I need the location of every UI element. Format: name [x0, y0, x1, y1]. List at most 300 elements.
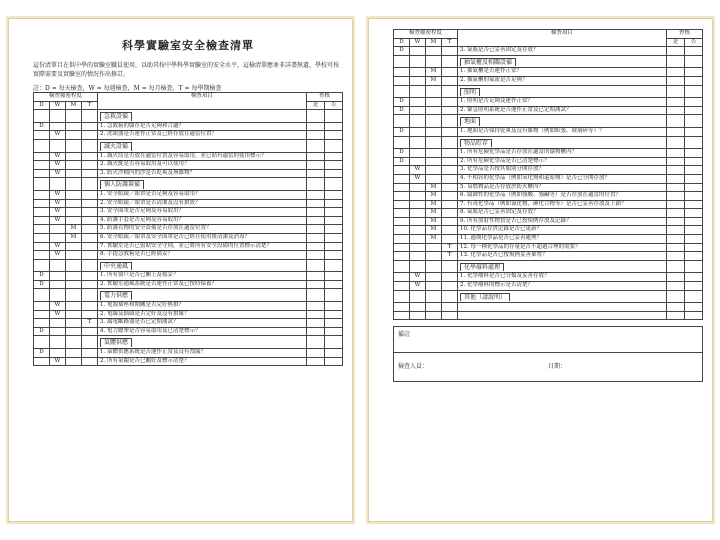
yes-checkbox-cell [666, 209, 684, 218]
section-title-cell [458, 136, 667, 149]
yes-checkbox-cell [306, 190, 324, 199]
freq-cell [410, 136, 426, 149]
freq-cell: M [426, 235, 442, 244]
freq-cell [426, 260, 442, 273]
checklist-row [34, 357, 343, 366]
freq-cell [66, 302, 82, 311]
freq-cell [394, 273, 410, 282]
no-checkbox-cell [684, 273, 702, 282]
freq-cell [82, 259, 98, 272]
freq-cell: W [50, 131, 66, 140]
freq-cell [34, 178, 50, 191]
freq-cell: M [426, 183, 442, 192]
section-title: 地面 [460, 117, 480, 126]
freq-cell [34, 152, 50, 161]
freq-cell [66, 280, 82, 289]
freq-cell [66, 131, 82, 140]
freq-cell: W [50, 310, 66, 319]
freq-cell: D [34, 272, 50, 281]
freq-cell [82, 302, 98, 311]
checklist-row [34, 272, 343, 281]
freq-cell [34, 336, 50, 349]
freq-cell [442, 47, 458, 56]
table-header-row [34, 93, 343, 102]
freq-cell [410, 243, 426, 252]
checklist-row [394, 311, 703, 320]
yes-checkbox-cell [666, 76, 684, 85]
no-checkbox-cell [324, 169, 342, 178]
section-header-row [394, 290, 703, 303]
checklist-row [34, 280, 343, 289]
freq-cell [442, 260, 458, 273]
freq-cell: W [50, 169, 66, 178]
freq-cell [410, 183, 426, 192]
yes-checkbox-cell [306, 199, 324, 208]
freq-cell [82, 139, 98, 152]
yes-checkbox-cell [306, 216, 324, 225]
freq-cell [34, 251, 50, 260]
item-cell [458, 311, 667, 320]
freq-cell [410, 200, 426, 209]
freq-cell [66, 310, 82, 319]
freq-cell [34, 319, 50, 328]
freq-cell [34, 216, 50, 225]
freq-cell: T [442, 252, 458, 261]
freq-cell [82, 280, 98, 289]
freq-cell [410, 235, 426, 244]
freq-cell [82, 131, 98, 140]
no-checkbox-cell [324, 131, 342, 140]
no-checkbox-cell [324, 199, 342, 208]
freq-cell [394, 166, 410, 175]
freq-cell [442, 192, 458, 201]
freq-cell [426, 47, 442, 56]
no-checkbox-cell [684, 85, 702, 98]
no-checkbox-cell [324, 259, 342, 272]
notes-label: 備註 [394, 327, 702, 353]
yes-checkbox-cell [306, 225, 324, 234]
item-cell: 1. 急救箱的儲存是否足夠和合適？ [98, 122, 307, 131]
page-right-content [393, 29, 703, 382]
section-title: 照明 [460, 88, 480, 97]
freq-cell [34, 169, 50, 178]
yes-checkbox-cell [666, 166, 684, 175]
freq-cell [66, 289, 82, 302]
checklist-row [394, 68, 703, 77]
item-cell: 4. 不相容的化學品（例如氧化劑和還原劑）是否已分開存放？ [458, 174, 667, 183]
freq-cell [82, 251, 98, 260]
item-cell: 4. 防護手套是否足夠及容易取用？ [98, 216, 307, 225]
date-label: 日期： [548, 363, 567, 371]
item-cell: 5. 易燃物品是否存放於防火櫃內？ [458, 183, 667, 192]
no-checkbox-cell [324, 289, 342, 302]
frequency-legend: 註：D = 每天檢查，W = 每週檢查，M = 每月檢查，T = 每學期檢查 [33, 85, 222, 92]
table-header-row [394, 30, 703, 39]
freq-cell [442, 273, 458, 282]
yes-header: 是 [666, 38, 684, 47]
checklist-row [394, 47, 703, 56]
freq-cell [50, 178, 66, 191]
freq-cell [442, 127, 458, 136]
freq-header: 檢查頻密程度 [34, 93, 98, 102]
yes-checkbox-cell [666, 136, 684, 149]
no-checkbox-cell [324, 216, 342, 225]
freq-cell: M [426, 200, 442, 209]
freq-cell: T [442, 243, 458, 252]
yes-checkbox-cell [666, 217, 684, 226]
freq-cell [82, 289, 98, 302]
item-cell: 2. 滅火氈是否容易取用及可以使用？ [98, 161, 307, 170]
freq-cell [66, 139, 82, 152]
freq-cell [82, 110, 98, 123]
checklist-row [394, 252, 703, 261]
yes-checkbox-cell [306, 208, 324, 217]
checklist-row [394, 209, 703, 218]
item-cell: 10. 化學品存貨記錄是否已更新？ [458, 226, 667, 235]
yes-checkbox-cell [306, 251, 324, 260]
freq-cell [394, 115, 410, 128]
yes-checkbox-cell [666, 183, 684, 192]
checklist-row [394, 149, 703, 158]
section-header-row [394, 55, 703, 68]
freq-cell [394, 235, 410, 244]
section-title: 個人防護裝備 [100, 180, 144, 189]
yes-checkbox-cell [666, 47, 684, 56]
no-header: 否 [684, 38, 702, 47]
section-header-row [34, 289, 343, 302]
yes-checkbox-cell [306, 178, 324, 191]
freq-cell [66, 272, 82, 281]
freq-cell: W [50, 190, 66, 199]
freq-cell: W [410, 273, 426, 282]
section-title-cell [98, 178, 307, 191]
freq-cell [34, 190, 50, 199]
checklist-row [394, 166, 703, 175]
freq-cell: D [34, 280, 50, 289]
yes-checkbox-cell [666, 243, 684, 252]
no-checkbox-cell [684, 260, 702, 273]
freq-cell [50, 336, 66, 349]
section-title-cell [458, 115, 667, 128]
yes-checkbox-cell [306, 327, 324, 336]
section-title: 急救設備 [100, 112, 132, 121]
freq-cell: D [34, 349, 50, 358]
freq-cell [50, 319, 66, 328]
freq-cell: W [410, 174, 426, 183]
section-header-row [394, 115, 703, 128]
freq-cell [394, 226, 410, 235]
freq-cell [410, 106, 426, 115]
item-cell: 5. 防護衣物的安全設備是否存放在適當位置？ [98, 225, 307, 234]
freq-cell [442, 157, 458, 166]
yes-checkbox-cell [666, 252, 684, 261]
freq-cell [442, 136, 458, 149]
freq-cell [82, 152, 98, 161]
freq-cell [66, 199, 82, 208]
no-checkbox-cell [324, 336, 342, 349]
checklist-row [34, 169, 343, 178]
item-cell: 1. 照明是否足夠及運作正常？ [458, 98, 667, 107]
checklist-row [34, 302, 343, 311]
item-cell: 7. 實驗室是否已張貼安全守則，並已將所有安全設備的位置標示清楚？ [98, 242, 307, 251]
freq-cell: W [50, 216, 66, 225]
freq-cell [82, 327, 98, 336]
no-checkbox-cell [684, 217, 702, 226]
freq-cell [82, 122, 98, 131]
freq-cell [426, 243, 442, 252]
yes-checkbox-cell [666, 98, 684, 107]
freq-cell [410, 303, 426, 312]
item-cell: 3. 氣瓶是否已妥善固定及存放？ [458, 47, 667, 56]
freq-cell [50, 327, 66, 336]
freq-cell: W [50, 161, 66, 170]
item-cell: 8. 手提急救箱是否已經備妥？ [98, 251, 307, 260]
freq-cell [34, 242, 50, 251]
freq-cell [66, 190, 82, 199]
checklist-row [394, 200, 703, 209]
no-checkbox-cell [684, 136, 702, 149]
freq-cell [50, 225, 66, 234]
item-cell: 1. 地面是否保持乾爽及沒有雜物（例如紙張、玻璃碎等）？ [458, 127, 667, 136]
yes-checkbox-cell [306, 289, 324, 302]
item-cell: 13. 化學品是否已按規例妥善棄置？ [458, 252, 667, 261]
freq-cell [394, 76, 410, 85]
freq-cell [442, 183, 458, 192]
freq-cell [66, 259, 82, 272]
section-header-row [34, 259, 343, 272]
checklist-row [34, 152, 343, 161]
freq-cell [442, 290, 458, 303]
checklist-table-left [33, 92, 343, 366]
yes-checkbox-cell [666, 106, 684, 115]
no-checkbox-cell [684, 235, 702, 244]
freq-cell: M [426, 76, 442, 85]
freq-cell [34, 199, 50, 208]
yes-checkbox-cell [666, 192, 684, 201]
freq-cell [66, 357, 82, 366]
section-title: 抽氣櫃及相關設備 [460, 58, 516, 67]
freq-cell [394, 85, 410, 98]
section-title: 電力供應 [100, 291, 132, 300]
freq-cell [394, 303, 410, 312]
freq-cell [426, 55, 442, 68]
yes-checkbox-cell [306, 131, 324, 140]
item-cell: 1. 所有危險化學品是否存放在適當的儲物櫃內？ [458, 149, 667, 158]
no-checkbox-cell [684, 106, 702, 115]
yes-checkbox-cell [666, 115, 684, 128]
yes-checkbox-cell [666, 85, 684, 98]
checklist-row [34, 131, 343, 140]
yes-checkbox-cell [306, 233, 324, 242]
freq-label: W [410, 38, 426, 47]
freq-cell [442, 68, 458, 77]
freq-cell [82, 178, 98, 191]
page-title: 科學實驗室安全檢查清單 [122, 39, 254, 52]
yes-checkbox-cell [306, 110, 324, 123]
yes-checkbox-cell [306, 357, 324, 366]
yes-checkbox-cell [666, 273, 684, 282]
no-checkbox-cell [324, 251, 342, 260]
freq-cell [410, 127, 426, 136]
checklist-row [34, 225, 343, 234]
item-cell: 7. 有毒化學品（例如氰化物、砷化合物等）是否已妥善存放及上鎖？ [458, 200, 667, 209]
freq-cell [66, 169, 82, 178]
section-title-cell [98, 259, 307, 272]
freq-cell: W [50, 242, 66, 251]
freq-cell [394, 260, 410, 273]
freq-cell [66, 319, 82, 328]
freq-label: T [82, 101, 98, 110]
item-cell: 1. 抽氣櫃是否運作正常？ [458, 68, 667, 77]
freq-cell [50, 259, 66, 272]
no-checkbox-cell [684, 115, 702, 128]
section-title-cell [98, 139, 307, 152]
no-checkbox-cell [324, 302, 342, 311]
freq-cell [34, 302, 50, 311]
item-header: 檢查項目 [98, 93, 307, 110]
freq-cell [426, 149, 442, 158]
freq-cell [394, 55, 410, 68]
section-title-cell [98, 289, 307, 302]
checklist-row [34, 251, 343, 260]
freq-cell: M [426, 217, 442, 226]
freq-cell [394, 217, 410, 226]
freq-cell [50, 110, 66, 123]
freq-cell [82, 208, 98, 217]
freq-cell [426, 303, 442, 312]
freq-cell: D [34, 122, 50, 131]
freq-cell [442, 55, 458, 68]
item-cell: 1. 安全眼鏡／眼罩是否足夠及容易取用？ [98, 190, 307, 199]
freq-cell [34, 259, 50, 272]
freq-cell: M [426, 68, 442, 77]
checklist-row [394, 98, 703, 107]
yes-checkbox-cell [666, 226, 684, 235]
freq-cell [66, 251, 82, 260]
yes-checkbox-cell [306, 280, 324, 289]
freq-cell [394, 136, 410, 149]
freq-cell: W [50, 357, 66, 366]
no-checkbox-cell [684, 226, 702, 235]
no-checkbox-cell [324, 190, 342, 199]
no-checkbox-cell [684, 68, 702, 77]
no-checkbox-cell [684, 290, 702, 303]
no-checkbox-cell [324, 225, 342, 234]
no-checkbox-cell [324, 349, 342, 358]
item-cell: 2. 所有危險化學品是否已清楚標示？ [458, 157, 667, 166]
freq-cell [426, 252, 442, 261]
yes-checkbox-cell [666, 290, 684, 303]
freq-cell [82, 336, 98, 349]
yes-checkbox-cell [306, 310, 324, 319]
section-title: 滅火設備 [100, 142, 132, 151]
freq-cell [394, 200, 410, 209]
checklist-row [394, 273, 703, 282]
freq-cell: D [394, 149, 410, 158]
no-checkbox-cell [324, 319, 342, 328]
section-title: 氣體供應 [100, 338, 132, 347]
freq-cell [66, 110, 82, 123]
no-checkbox-cell [324, 152, 342, 161]
freq-cell [394, 174, 410, 183]
notes-box [393, 326, 703, 382]
freq-cell [442, 149, 458, 158]
checklist-page-left [8, 18, 353, 522]
section-title: 中央通風 [100, 262, 132, 271]
item-cell: 3. 安全面罩是否足夠及容易取用？ [98, 208, 307, 217]
freq-cell [410, 311, 426, 320]
item-cell: 2. 所有氣閥是否已關好及標示清楚？ [98, 357, 307, 366]
freq-cell [50, 349, 66, 358]
freq-cell [410, 76, 426, 85]
freq-cell [66, 152, 82, 161]
freq-cell [442, 200, 458, 209]
freq-label: M [426, 38, 442, 47]
checklist-row [394, 106, 703, 115]
freq-cell [82, 357, 98, 366]
checklist-row [394, 217, 703, 226]
freq-label: D [34, 101, 50, 110]
checklist-row [394, 183, 703, 192]
no-checkbox-cell [324, 161, 342, 170]
freq-cell [66, 349, 82, 358]
section-title: 物品貯存 [460, 139, 492, 148]
no-checkbox-cell [324, 280, 342, 289]
yes-checkbox-cell [666, 55, 684, 68]
freq-cell [442, 85, 458, 98]
no-checkbox-cell [324, 310, 342, 319]
freq-cell: D [394, 157, 410, 166]
freq-cell [34, 233, 50, 242]
checklist-page-right [368, 18, 713, 522]
freq-cell: M [426, 226, 442, 235]
yes-checkbox-cell [306, 152, 324, 161]
no-checkbox-cell [324, 139, 342, 152]
no-checkbox-cell [684, 252, 702, 261]
freq-cell [442, 235, 458, 244]
freq-cell [394, 252, 410, 261]
yes-checkbox-cell [306, 319, 324, 328]
checklist-row [394, 303, 703, 312]
freq-cell [394, 243, 410, 252]
section-header-row [34, 110, 343, 123]
freq-cell [442, 217, 458, 226]
yes-header: 是 [306, 101, 324, 110]
checklist-row [34, 349, 343, 358]
no-checkbox-cell [324, 357, 342, 366]
freq-label: T [442, 38, 458, 47]
yes-checkbox-cell [666, 235, 684, 244]
freq-cell [410, 252, 426, 261]
freq-cell [426, 115, 442, 128]
freq-cell [394, 68, 410, 77]
freq-cell [442, 166, 458, 175]
freq-cell: D [394, 106, 410, 115]
no-checkbox-cell [684, 311, 702, 320]
freq-cell [34, 139, 50, 152]
freq-cell [394, 209, 410, 218]
section-header-row [394, 85, 703, 98]
freq-cell [66, 122, 82, 131]
checklist-row [34, 190, 343, 199]
freq-cell [410, 115, 426, 128]
yes-checkbox-cell [306, 161, 324, 170]
section-header-row [34, 178, 343, 191]
freq-cell [82, 349, 98, 358]
freq-cell: D [34, 327, 50, 336]
item-header: 檢查項目 [458, 30, 667, 47]
freq-cell [410, 157, 426, 166]
